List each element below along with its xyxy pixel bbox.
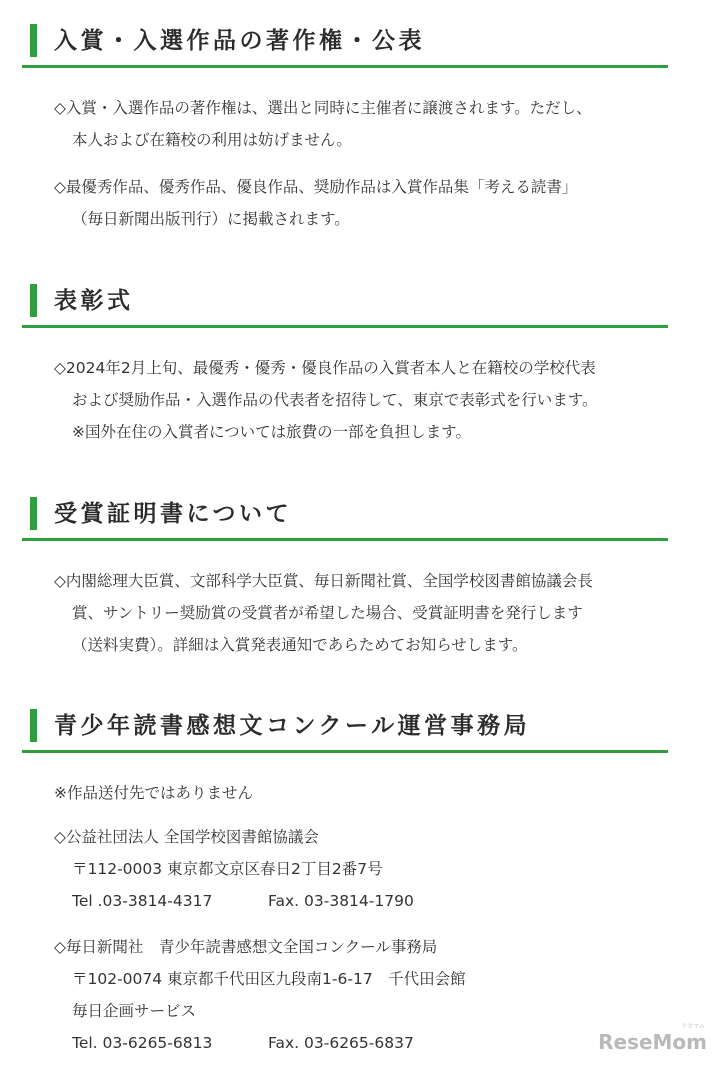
organization-block [54,931,466,1059]
section-heading [22,705,668,753]
org-department: 毎日企画サービス [72,1002,197,1020]
org-address: 〒102-0074 東京都千代田区九段南1-6-17 千代田会館 [72,970,466,988]
org-fax: Fax. 03-3814-1790 [268,892,414,910]
text-line: 賞、サントリー奨励賞の受賞者が希望した場合、受賞証明書を発行します [72,604,583,622]
text-line: ◇入賞・入選作品の著作権は、選出と同時に主催者に譲渡されます。ただし、 [54,99,592,117]
heading-accent-bar [30,24,37,57]
text-line: 本人および在籍校の利用は妨げません。 [72,131,352,149]
logo-subtext: リセマム [681,1023,705,1030]
section-title: 青少年読書感想文コンクール運営事務局 [54,713,531,739]
section-heading [22,20,668,68]
section-title: 表彰式 [54,288,134,314]
org-fax: Fax. 03-6265-6837 [268,1034,414,1052]
resemom-logo [598,1023,707,1054]
heading-accent-bar [30,284,37,317]
section-ceremony [22,280,668,441]
text-line: ※作品送付先ではありません [54,784,253,802]
text-line: ◇内閣総理大臣賞、文部科学大臣賞、毎日新聞社賞、全国学校図書館協議会長 [54,572,593,590]
org-contact [54,885,414,917]
org-contact [54,1027,466,1059]
org-address: 〒112-0003 東京都文京区春日2丁目2番7号 [72,860,383,878]
section-copyright [22,20,668,228]
organization-block [54,821,414,917]
text-line: ※国外在住の入賞者については旅費の一部を負担します。 [72,423,471,441]
section-title: 入賞・入選作品の著作権・公表 [54,28,425,54]
section-certificate [22,493,668,654]
org-name: ◇毎日新聞社 青少年読書感想文全国コンクール事務局 [54,938,438,956]
text-line: ◇最優秀作品、優秀作品、優良作品、奨励作品は入賞作品集「考える読書」 [54,178,578,196]
section-heading [22,493,668,541]
org-tel: Tel .03-3814-4317 [72,892,213,910]
section-title: 受賞証明書について [54,501,293,527]
paragraph [54,352,597,448]
org-tel: Tel. 03-6265-6813 [72,1034,213,1052]
heading-accent-bar [30,709,37,742]
note-text [54,777,253,809]
paragraph [54,171,577,235]
text-line: （毎日新聞出版刊行）に掲載されます。 [72,210,350,228]
section-heading [22,280,668,328]
logo-text: ReseMom [598,1030,707,1054]
heading-accent-bar [30,497,37,530]
org-name: ◇公益社団法人 全国学校図書館協議会 [54,828,319,846]
text-line: （送料実費）。詳細は入賞発表通知であらためてお知らせします。 [72,636,528,654]
text-line: および奨励作品・入選作品の代表者を招待して、東京で表彰式を行います。 [72,391,598,409]
paragraph [54,92,592,156]
text-line: ◇2024年2月上旬、最優秀・優秀・優良作品の入賞者本人と在籍校の学校代表 [54,359,596,377]
paragraph [54,565,593,661]
